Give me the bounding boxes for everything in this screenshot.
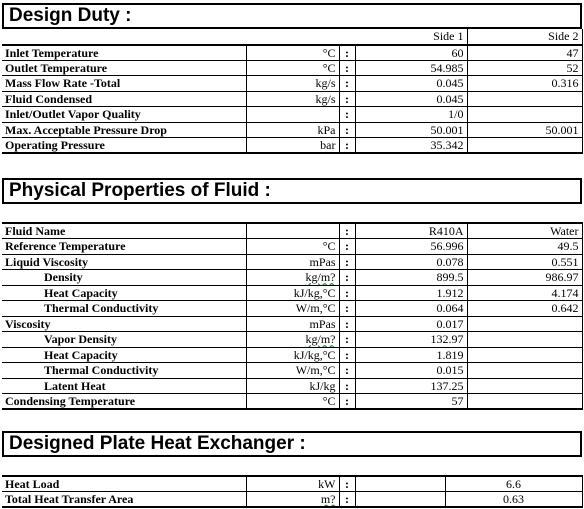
side1-value: 60 (355, 45, 467, 61)
side2-value (467, 363, 582, 379)
table-row (2, 301, 582, 317)
row-colon: : (339, 476, 355, 492)
row-label: Inlet Temperature (2, 45, 246, 61)
row-unit (246, 107, 339, 123)
row-label: Heat Capacity (2, 285, 246, 301)
row-unit: kPa (246, 122, 339, 138)
row-colon: : (339, 223, 355, 239)
side2-value (467, 316, 582, 332)
side1-value: 0.078 (355, 254, 467, 270)
row-unit: kg/m? (246, 332, 339, 348)
row-colon: : (339, 45, 355, 61)
side1-header: Side 1 (355, 29, 467, 45)
table-row (2, 45, 582, 61)
row-colon: : (339, 91, 355, 107)
side2-value (467, 107, 582, 123)
side2-value: 49.5 (467, 239, 582, 255)
row-label: Reference Temperature (2, 239, 246, 255)
row-unit: °C (246, 394, 339, 410)
side2-value (467, 394, 582, 410)
row-label: Thermal Conductivity (2, 363, 246, 379)
designed-phe-table (2, 475, 583, 508)
side1-value: 0.017 (355, 316, 467, 332)
row-unit: kJ/kg,°C (246, 347, 339, 363)
row-label: Thermal Conductivity (2, 301, 246, 317)
row-colon: : (339, 363, 355, 379)
side2-value: 52 (467, 60, 582, 76)
table-row (2, 378, 582, 394)
row-unit: mPas (246, 316, 339, 332)
table-row (2, 138, 582, 154)
side1-value: 35.342 (355, 138, 467, 154)
design-duty-table (2, 29, 583, 154)
side1-value: 57 (355, 394, 467, 410)
side2-value: 0.642 (467, 301, 582, 317)
table-row (2, 122, 582, 138)
side1-value: 137.25 (355, 378, 467, 394)
table-row (2, 91, 582, 107)
side1-value: 132.97 (355, 332, 467, 348)
side1-value: R410A (355, 223, 467, 239)
side2-value (467, 138, 582, 154)
side2-value: 0.316 (467, 76, 582, 92)
side1-value: 54.985 (355, 60, 467, 76)
table-row (2, 60, 582, 76)
table-row (2, 270, 582, 286)
row-label: Fluid Name (2, 223, 246, 239)
header-name-cell (2, 29, 246, 45)
row-unit: kJ/kg (246, 378, 339, 394)
row-unit: W/m,°C (246, 363, 339, 379)
side2-value (467, 91, 582, 107)
table-row (2, 347, 582, 363)
row-blank-cell (355, 492, 445, 508)
row-colon: : (339, 285, 355, 301)
physical-properties-title: Physical Properties of Fluid : (2, 178, 582, 204)
row-label: Density (2, 270, 246, 286)
row-colon: : (339, 301, 355, 317)
table-row (2, 316, 582, 332)
side2-value: 0.551 (467, 254, 582, 270)
row-label: Inlet/Outlet Vapor Quality (2, 107, 246, 123)
row-unit: °C (246, 60, 339, 76)
row-colon: : (339, 138, 355, 154)
row-colon: : (339, 347, 355, 363)
row-colon: : (339, 378, 355, 394)
row-unit: m? (246, 492, 339, 508)
row-unit: °C (246, 239, 339, 255)
row-colon: : (339, 60, 355, 76)
designed-phe-title: Designed Plate Heat Exchanger : (2, 431, 582, 457)
row-blank-cell (355, 476, 445, 492)
side1-value: 0.045 (355, 76, 467, 92)
side2-value: 4.174 (467, 285, 582, 301)
side1-value: 1.819 (355, 347, 467, 363)
side1-value: 56.996 (355, 239, 467, 255)
row-unit: °C (246, 45, 339, 61)
row-label: Mass Flow Rate -Total (2, 76, 246, 92)
side1-value: 899.5 (355, 270, 467, 286)
row-label: Latent Heat (2, 378, 246, 394)
table-row (2, 476, 582, 492)
row-colon: : (339, 76, 355, 92)
side2-value: 986.97 (467, 270, 582, 286)
row-colon: : (339, 270, 355, 286)
header-unit-cell (246, 29, 339, 45)
row-colon: : (339, 332, 355, 348)
row-colon: : (339, 122, 355, 138)
row-value: 0.63 (445, 492, 582, 508)
row-unit: kJ/kg,°C (246, 285, 339, 301)
row-label: Fluid Condensed (2, 91, 246, 107)
row-colon: : (339, 107, 355, 123)
row-label: Condensing Temperature (2, 394, 246, 410)
row-label: Viscosity (2, 316, 246, 332)
side1-value: 1/0 (355, 107, 467, 123)
side2-value (467, 347, 582, 363)
row-label: Max. Acceptable Pressure Drop (2, 122, 246, 138)
design-duty-title: Design Duty : (2, 3, 582, 29)
header-colon-cell (339, 29, 355, 45)
row-colon: : (339, 239, 355, 255)
row-unit: mPas (246, 254, 339, 270)
row-colon: : (339, 254, 355, 270)
row-colon: : (339, 394, 355, 410)
table-row (2, 239, 582, 255)
side1-value: 1.912 (355, 285, 467, 301)
table-row (2, 254, 582, 270)
side2-value (467, 332, 582, 348)
side2-header: Side 2 (467, 29, 582, 45)
table-row (2, 394, 582, 410)
row-label: Liquid Viscosity (2, 254, 246, 270)
table-row (2, 76, 582, 92)
side2-value (467, 378, 582, 394)
physical-properties-table (2, 222, 583, 410)
side1-value: 0.015 (355, 363, 467, 379)
table-row (2, 285, 582, 301)
row-value: 6.6 (445, 476, 582, 492)
side1-value: 0.064 (355, 301, 467, 317)
table-row (2, 107, 582, 123)
side1-value: 50.001 (355, 122, 467, 138)
row-unit: kg/s (246, 91, 339, 107)
row-unit: kg/m? (246, 270, 339, 286)
side2-value: Water (467, 223, 582, 239)
row-label: Operating Pressure (2, 138, 246, 154)
side2-value: 50.001 (467, 122, 582, 138)
side1-value: 0.045 (355, 91, 467, 107)
table-row (2, 363, 582, 379)
table-row (2, 223, 582, 239)
row-label: Vapor Density (2, 332, 246, 348)
row-label: Total Heat Transfer Area (2, 492, 246, 508)
row-colon: : (339, 492, 355, 508)
row-unit: kW (246, 476, 339, 492)
design-duty-header-row (2, 29, 582, 45)
row-colon: : (339, 316, 355, 332)
row-unit: bar (246, 138, 339, 154)
row-unit: kg/s (246, 76, 339, 92)
row-label: Outlet Temperature (2, 60, 246, 76)
row-label: Heat Load (2, 476, 246, 492)
table-row (2, 332, 582, 348)
row-label: Heat Capacity (2, 347, 246, 363)
row-unit (246, 223, 339, 239)
side2-value: 47 (467, 45, 582, 61)
table-row (2, 492, 582, 508)
row-unit: W/m,°C (246, 301, 339, 317)
